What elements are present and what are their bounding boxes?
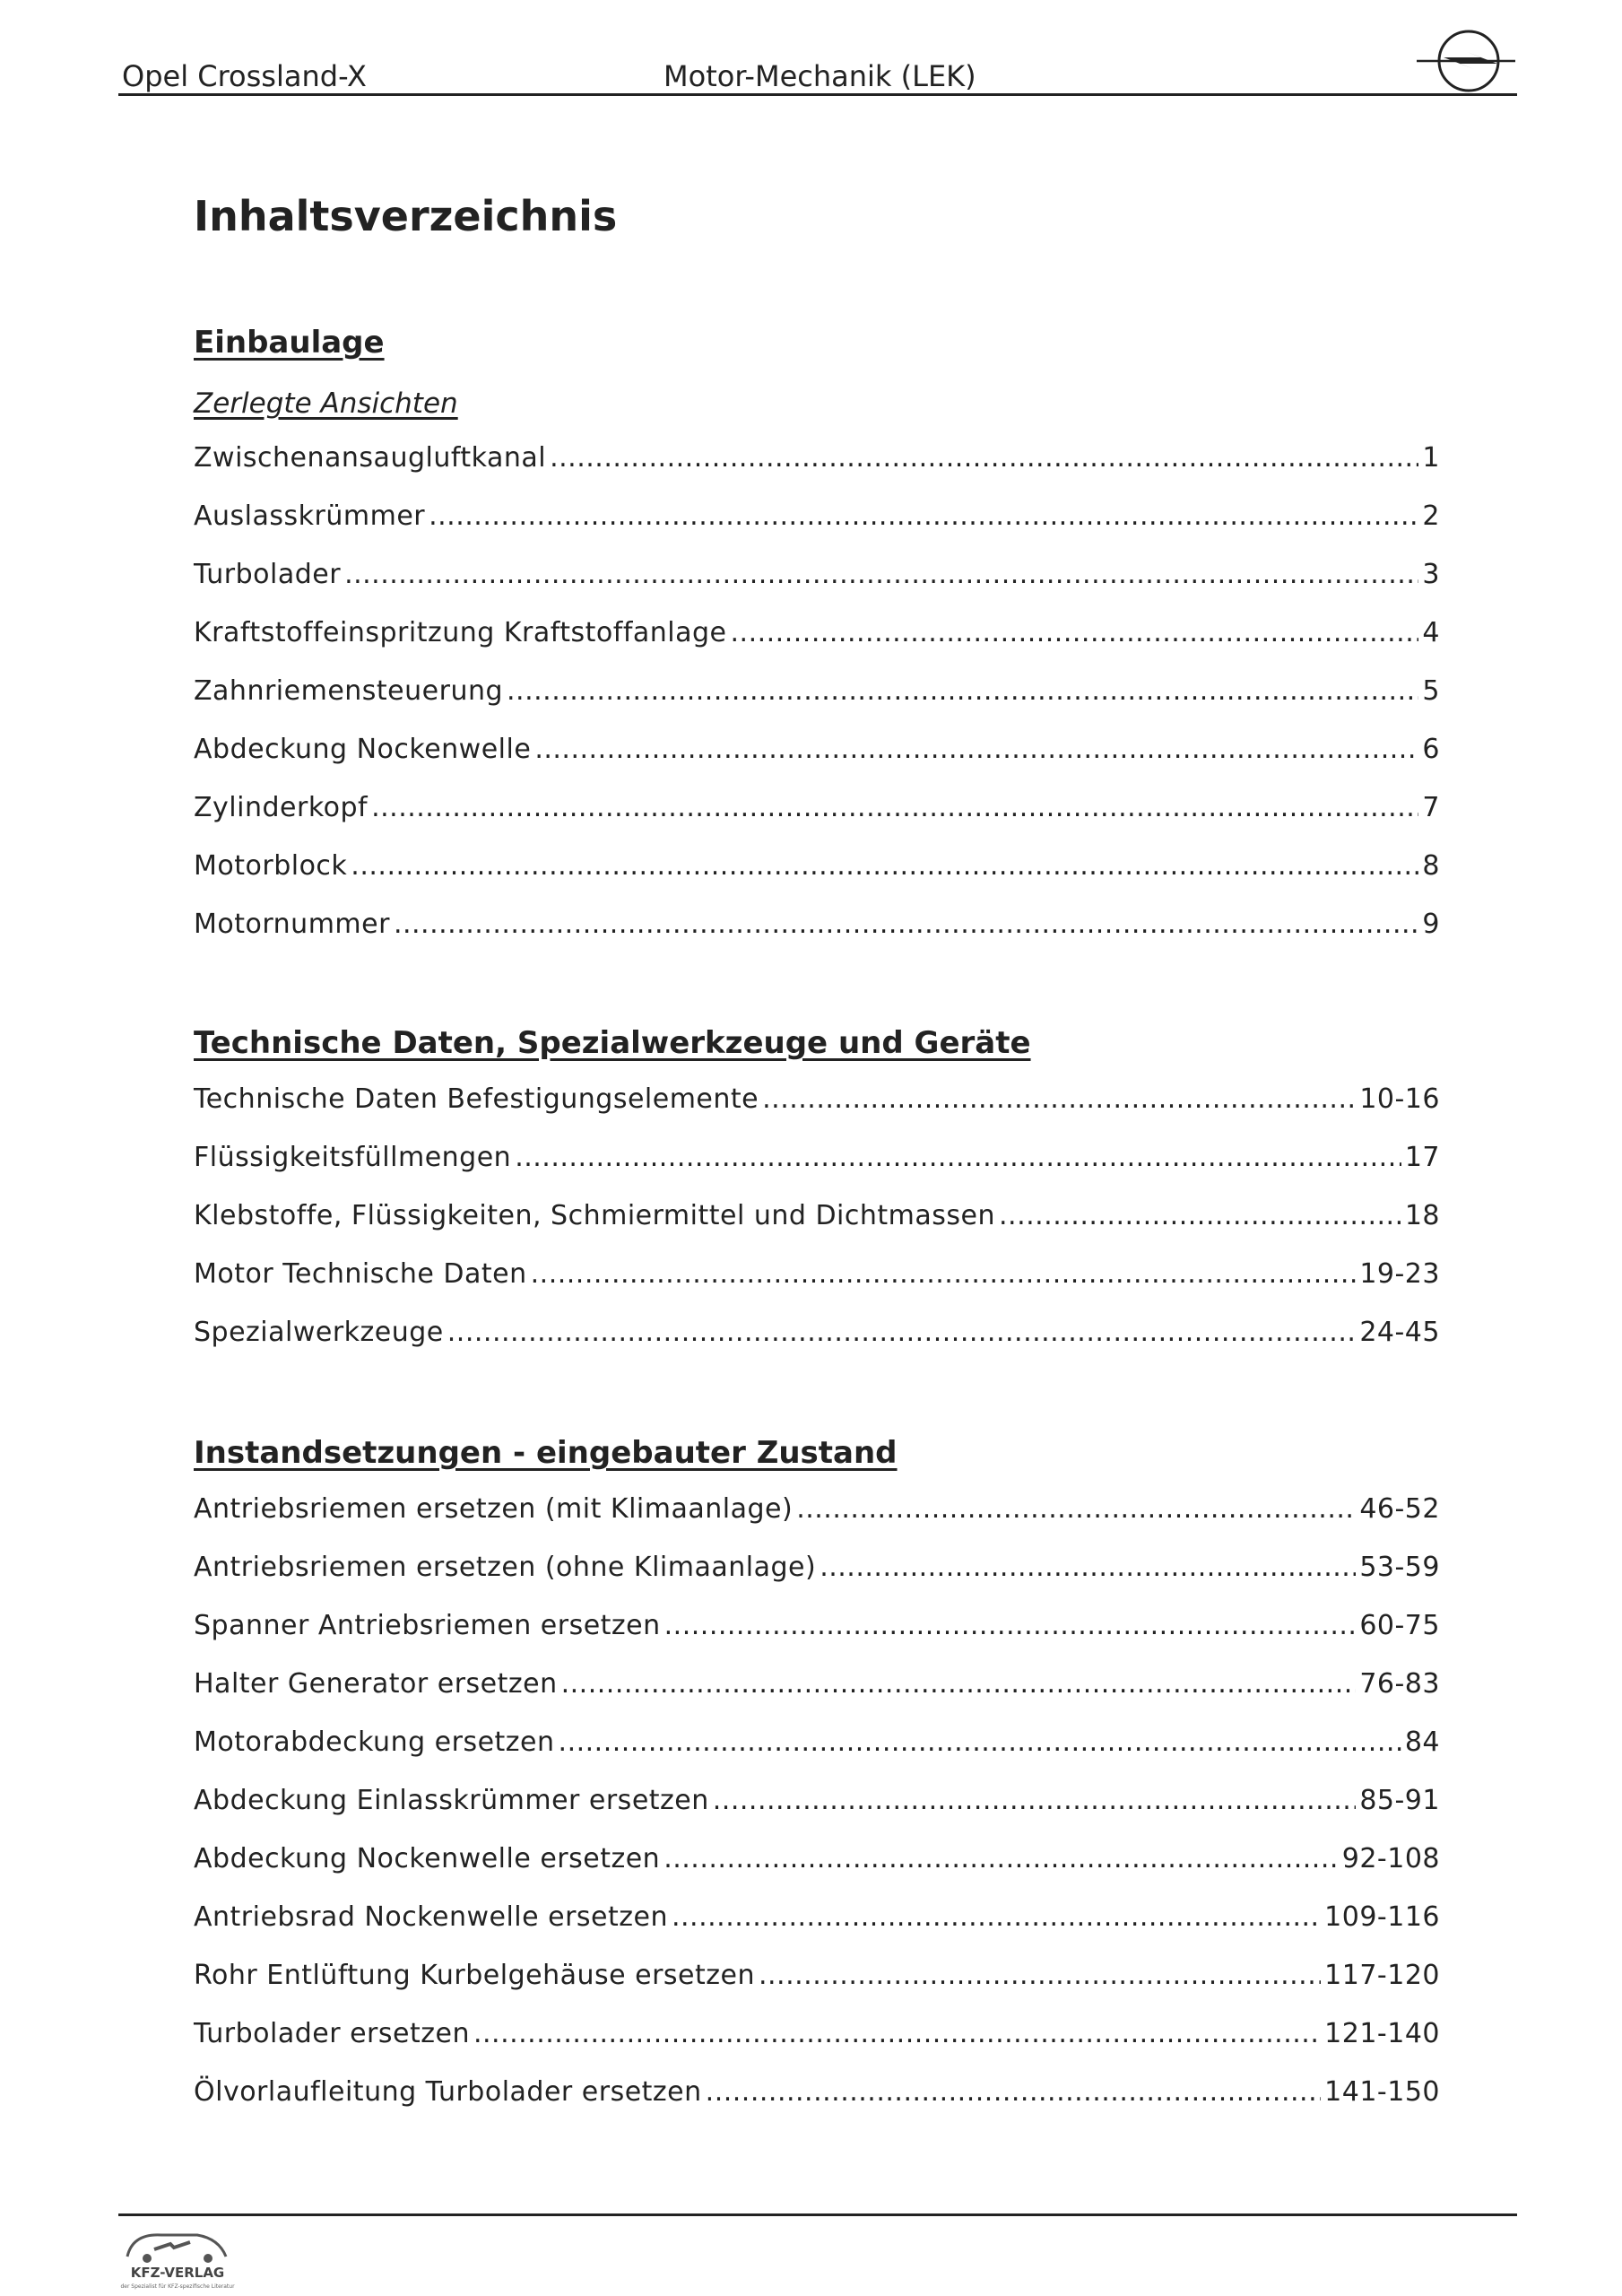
toc-entry-label: Auslasskrümmer <box>194 500 426 532</box>
kfz-verlag-logo <box>115 2221 240 2292</box>
toc-entry[interactable] <box>194 442 1440 483</box>
header-manual-title: Motor-Mechanik (LEK) <box>664 59 976 93</box>
toc-entry-label: Flüssigkeitsfüllmengen <box>194 1142 512 1173</box>
toc-entry-label: Turbolader ersetzen <box>194 2018 470 2049</box>
toc-entry-page: 4 <box>1422 617 1440 648</box>
toc-entry-label: Abdeckung Einlasskrümmer ersetzen <box>194 1785 709 1816</box>
toc-entry-label: Motornummer <box>194 909 390 940</box>
toc-entry-label: Motorblock <box>194 850 348 882</box>
toc-entry-page: 141-150 <box>1324 2076 1440 2108</box>
subheading-zerlegte-ansichten: Zerlegte Ansichten <box>194 387 458 420</box>
toc-entry-page: 19-23 <box>1359 1258 1440 1290</box>
toc-entry[interactable] <box>194 1200 1440 1241</box>
dot-leader <box>796 1493 1356 1525</box>
toc-entry[interactable] <box>194 617 1440 658</box>
dot-leader <box>371 792 1418 823</box>
toc-entry-label: Zylinderkopf <box>194 792 369 823</box>
dot-leader <box>664 1610 1357 1641</box>
toc-entry[interactable] <box>194 1901 1440 1943</box>
toc-entry[interactable] <box>194 1258 1440 1300</box>
toc-entry[interactable] <box>194 1317 1440 1358</box>
dot-leader <box>550 442 1418 474</box>
dot-leader <box>731 617 1419 648</box>
table-of-contents <box>194 0 1440 2206</box>
footer-logo-tagline: der Spezialist für KFZ-spezifische Literatur <box>120 2283 235 2290</box>
toc-entry-page: 6 <box>1422 734 1440 765</box>
toc-entry-page: 60-75 <box>1359 1610 1440 1641</box>
dot-leader <box>672 1901 1321 1933</box>
toc-entry-label: Zahnriemensteuerung <box>194 675 504 707</box>
toc-entry-label: Turbolader <box>194 559 342 590</box>
toc-entry-label: Abdeckung Nockenwelle <box>194 734 532 765</box>
toc-entry-label: Abdeckung Nockenwelle ersetzen <box>194 1843 661 1874</box>
toc-entry[interactable] <box>194 1960 1440 2001</box>
toc-entry-label: Zwischenansaugluftkanal <box>194 442 547 474</box>
toc-entry-page: 9 <box>1422 909 1440 940</box>
toc-entry[interactable] <box>194 850 1440 891</box>
footer-divider <box>118 2213 1517 2216</box>
dot-leader <box>713 1785 1357 1816</box>
toc-entry-page: 46-52 <box>1359 1493 1440 1525</box>
dot-leader <box>507 675 1418 707</box>
dot-leader <box>351 850 1418 882</box>
dot-leader <box>820 1552 1356 1583</box>
toc-entry[interactable] <box>194 1726 1440 1768</box>
toc-entry-page: 24-45 <box>1359 1317 1440 1348</box>
dot-leader <box>344 559 1418 590</box>
dot-leader <box>394 909 1418 940</box>
toc-entry-page: 76-83 <box>1359 1668 1440 1700</box>
dot-leader <box>559 1726 1401 1758</box>
toc-entry-label: Technische Daten Befestigungselemente <box>194 1083 759 1115</box>
dot-leader <box>534 734 1418 765</box>
toc-entry-label: Motor Technische Daten <box>194 1258 527 1290</box>
toc-entry-page: 1 <box>1422 442 1440 474</box>
dot-leader <box>515 1142 1401 1173</box>
toc-entry-page: 53-59 <box>1359 1552 1440 1583</box>
toc-entry-page: 109-116 <box>1324 1901 1440 1933</box>
dot-leader <box>531 1258 1357 1290</box>
toc-entry[interactable] <box>194 734 1440 775</box>
toc-entry[interactable] <box>194 792 1440 833</box>
toc-entry-page: 2 <box>1422 500 1440 532</box>
page-title: Inhaltsverzeichnis <box>194 192 618 240</box>
toc-entry[interactable] <box>194 1552 1440 1593</box>
dot-leader <box>561 1668 1357 1700</box>
section-heading-technische-daten: Technische Daten, Spezialwerkzeuge und Geräte <box>194 1025 1031 1061</box>
toc-entry[interactable] <box>194 1610 1440 1651</box>
toc-entry-page: 3 <box>1422 559 1440 590</box>
footer-logo-text: KFZ-VERLAG <box>130 2265 225 2281</box>
toc-entry-page: 5 <box>1422 675 1440 707</box>
toc-entry-page: 8 <box>1422 850 1440 882</box>
toc-entry[interactable] <box>194 1843 1440 1884</box>
dot-leader <box>706 2076 1321 2108</box>
toc-entry[interactable] <box>194 1142 1440 1183</box>
toc-entry-label: Rohr Entlüftung Kurbelgehäuse ersetzen <box>194 1960 755 1991</box>
toc-entry-page: 92-108 <box>1341 1843 1440 1874</box>
section-heading-instandsetzungen: Instandsetzungen - eingebauter Zustand <box>194 1435 898 1471</box>
dot-leader <box>762 1083 1356 1115</box>
toc-entry-page: 84 <box>1404 1726 1440 1758</box>
toc-entry[interactable] <box>194 909 1440 950</box>
wrench-icon <box>154 2242 190 2249</box>
toc-entry-label: Spanner Antriebsriemen ersetzen <box>194 1610 661 1641</box>
toc-entry[interactable] <box>194 2018 1440 2059</box>
dot-leader <box>664 1843 1339 1874</box>
toc-entry-page: 85-91 <box>1359 1785 1440 1816</box>
dot-leader <box>447 1317 1357 1348</box>
toc-entry-page: 10-16 <box>1359 1083 1440 1115</box>
toc-entry-label: Antriebsriemen ersetzen (mit Klimaanlage) <box>194 1493 794 1525</box>
toc-entry-label: Kraftstoffeinspritzung Kraftstoffanlage <box>194 617 727 648</box>
toc-entry[interactable] <box>194 1785 1440 1826</box>
toc-entry-label: Ölvorlaufleitung Turbolader ersetzen <box>194 2076 702 2108</box>
toc-entry-page: 7 <box>1422 792 1440 823</box>
dot-leader <box>759 1960 1321 1991</box>
toc-entry[interactable] <box>194 1493 1440 1535</box>
toc-entry-page: 18 <box>1404 1200 1440 1231</box>
toc-entry[interactable] <box>194 559 1440 600</box>
toc-entry-label: Antriebsriemen ersetzen (ohne Klimaanlage) <box>194 1552 817 1583</box>
toc-entry[interactable] <box>194 500 1440 542</box>
section-heading-einbaulage: Einbaulage <box>194 325 385 361</box>
dot-leader <box>999 1200 1401 1231</box>
toc-entry-page: 117-120 <box>1324 1960 1440 1991</box>
toc-entry-label: Halter Generator ersetzen <box>194 1668 558 1700</box>
header-vehicle-title: Opel Crossland-X <box>122 59 367 93</box>
toc-entry-page: 121-140 <box>1324 2018 1440 2049</box>
toc-entry-page: 17 <box>1404 1142 1440 1173</box>
toc-entry-label: Klebstoffe, Flüssigkeiten, Schmiermittel und Dichtmassen <box>194 1200 995 1231</box>
toc-entry[interactable] <box>194 675 1440 717</box>
toc-entry-label: Spezialwerkzeuge <box>194 1317 444 1348</box>
toc-entry-label: Antriebsrad Nockenwelle ersetzen <box>194 1901 668 1933</box>
dot-leader <box>473 2018 1321 2049</box>
dot-leader <box>429 500 1418 532</box>
toc-entry[interactable] <box>194 1083 1440 1125</box>
toc-entry[interactable] <box>194 1668 1440 1709</box>
toc-entry-label: Motorabdeckung ersetzen <box>194 1726 555 1758</box>
toc-entry[interactable] <box>194 2076 1440 2118</box>
